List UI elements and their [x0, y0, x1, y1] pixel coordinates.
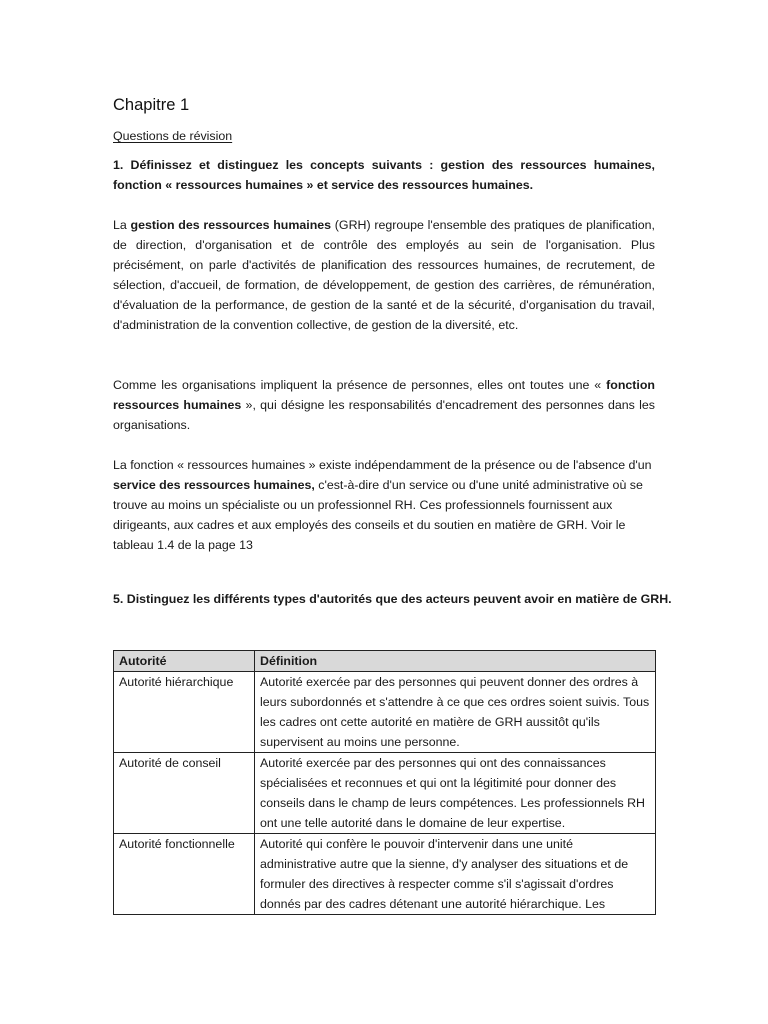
chapter-title: Chapitre 1: [113, 96, 190, 114]
paragraph-grh: [113, 215, 655, 335]
section-title: Questions de révision: [113, 129, 233, 143]
paragraph-service-rh: [113, 455, 655, 555]
authority-table: [113, 650, 656, 915]
paragraph-grh-rest: (GRH) regroupe l'ensemble des pratiques de planification, de direction, d'organisation et de contrôle des employés au sein de l'organisation. Plus précisément, on parle d'activités de planification des ressources humaines, de recrutement, de sélection, d'accueil, de formation, de développement, de gestion des carrières, de rémunération, d'évaluation de la performance, de gestion de la santé et de la sécurité, d'organisation du travail, d'administration de la convention collective, de gestion de la diversité, etc.: [113, 218, 655, 332]
paragraph-service-rest: c'est-à-dire d'un service ou d'une unité administrative où se trouve au moins un spécialiste ou un professionnel RH. Ces professionnels fournissent aux dirigeants, aux cadres et aux employés des conseils et du soutien en matière de GRH. Voir le tableau 1.4 de la page 13: [113, 478, 643, 552]
authority-definition: Autorité qui confère le pouvoir d'intervenir dans une unité administrative autre que la sienne, d'y analyser des situations et de formuler des directives à respecter comme s'il s'agissait d'ordres donnés par des cadres détenant une autorité hiérarchique. Les: [255, 834, 656, 915]
term-fonction-rh: fonction ressources humaines: [113, 378, 655, 412]
authority-definition: Autorité exercée par des personnes qui ont des connaissances spécialisées et reconnues et qui ont la légitimité pour donner des conseils dans le champ de leurs compétences. Les professionnels RH ont une telle autorité dans le domaine de leur expertise.: [255, 753, 656, 834]
paragraph-grh-start: La: [113, 218, 131, 232]
question-1: 1. Définissez et distinguez les concepts suivants : gestion des ressources humaines, fonction « ressources humaines » et service des ressources humaines.: [113, 158, 655, 192]
table-row: [114, 753, 656, 834]
header-autorite: Autorité: [114, 651, 255, 672]
table-row: [114, 672, 656, 753]
authority-definition: Autorité exercée par des personnes qui peuvent donner des ordres à leurs subordonnés et s'attendre à ce que ces ordres soient suivis. Tous les cadres ont cette autorité en matière de GRH aussitôt qu'ils supervisent au moins une personne.: [255, 672, 656, 753]
paragraph-fonction-rh: [113, 375, 655, 435]
paragraph-fonction-rest: », qui désigne les responsabilités d'encadrement des personnes dans les organisations.: [113, 398, 655, 432]
table-row: [114, 834, 656, 915]
term-grh: gestion des ressources humaines: [130, 218, 332, 232]
term-service-rh: service des ressources humaines,: [113, 478, 315, 492]
header-definition: Définition: [255, 651, 656, 672]
authority-name: Autorité de conseil: [114, 753, 255, 834]
question-5: 5. Distinguez les différents types d'autorités que des acteurs peuvent avoir en matière de GRH.: [113, 592, 672, 606]
table-header-row: [114, 651, 656, 672]
authority-name: Autorité fonctionnelle: [114, 834, 255, 915]
paragraph-service-start: La fonction « ressources humaines » existe indépendamment de la présence ou de l'absence d'un: [113, 458, 652, 472]
paragraph-fonction-start: Comme les organisations impliquent la présence de personnes, elles ont toutes une «: [113, 378, 607, 392]
authority-name: Autorité hiérarchique: [114, 672, 255, 753]
